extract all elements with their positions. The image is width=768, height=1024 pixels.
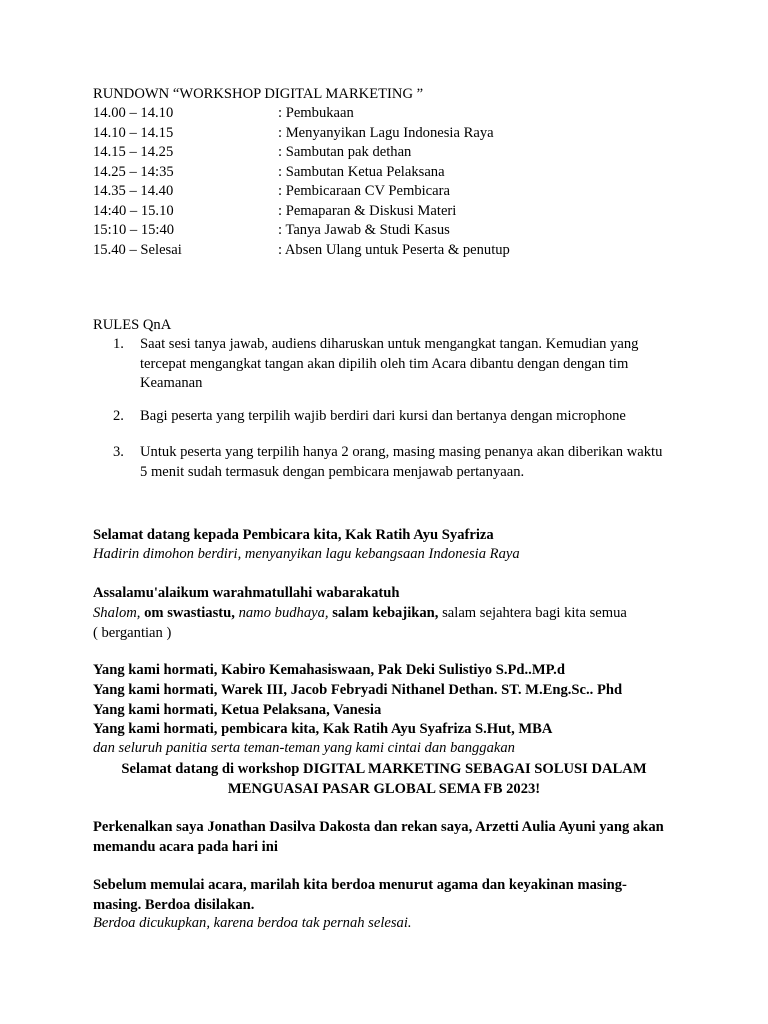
rule-number: 1. [113,336,124,352]
honorific-line: Yang kami hormati, Warek III, Jacob Febryadi Nithanel Dethan. ST. M.Eng.Sc.. Phd [93,682,623,698]
schedule-row [93,163,693,182]
schedule-time: 14.25 – 14:35 [93,163,174,180]
schedule-row [93,221,693,240]
salutation-kebajikan: salam kebajikan, [332,605,439,621]
schedule-time: 14.10 – 14.15 [93,124,174,141]
introduction: Perkenalkan saya Jonathan Dasilva Dakosta dan rekan saya, Arzetti Aulia Ayuni yang akan memandu acara pada hari ini [93,819,664,855]
rule-number: 2. [113,408,124,424]
bergantian-note: ( bergantian ) [93,625,172,641]
rule-text: Bagi peserta yang terpilih wajib berdiri dari kursi dan bertanya dengan microphone [140,408,626,424]
schedule-time: 14.15 – 14.25 [93,144,174,160]
salutation-shalom: Shalom, [93,605,141,621]
schedule-activity: : Sambutan Ketua Pelaksana [278,163,445,180]
schedule-row [93,182,693,201]
rule-number: 3. [113,444,124,460]
prayer-end: Berdoa dicukupkan, karena berdoa tak pernah selesai. [93,915,412,931]
schedule-time: 15:10 – 15:40 [93,222,175,238]
schedule-activity: : Sambutan pak dethan [278,144,412,160]
schedule-activity: : Menyanyikan Lagu Indonesia Raya [278,124,494,141]
schedule-row [93,241,693,260]
committee-line: dan seluruh panitia serta teman-teman yang kami cintai dan banggakan [93,740,515,756]
honorific-line: Yang kami hormati, pembicara kita, Kak Ratih Ayu Syafriza S.Hut, MBA [93,721,553,737]
schedule-activity: : Pembukaan [278,105,354,121]
greeting: Assalamu'alaikum warahmatullahi wabarakatuh [93,585,400,601]
schedule-row [93,202,693,221]
prayer-invitation: Sebelum memulai acara, marilah kita berdoa menurut agama dan keyakinan masing-masing. Berdoa disilakan. [93,877,627,913]
rule-text: Saat sesi tanya jawab, audiens diharuskan untuk mengangkat tangan. Kemudian yang tercepat mengangkat tangan akan dipilih oleh tim Acara dibantu dengan dengan tim Keamanan [140,336,639,391]
schedule-row [93,124,693,143]
schedule-activity: : Pembicaraan CV Pembicara [278,183,450,199]
schedule-time: 15.40 – Selesai [93,241,182,258]
workshop-title-line2: MENGUASAI PASAR GLOBAL SEMA FB 2023! [227,781,541,797]
rule-text: Untuk peserta yang terpilih hanya 2 orang, masing masing penanya akan diberikan waktu 5 menit sudah termasuk dengan pembicara menjawab pertanyaan. [140,444,663,480]
workshop-title-line1: Selamat datang di workshop DIGITAL MARKETING SEBAGAI SOLUSI DALAM [121,761,647,777]
schedule-time: 14.35 – 14.40 [93,183,174,199]
schedule-row [93,104,693,123]
salutation-swastiastu: om swastiastu, [144,605,235,621]
salutation-budhaya: namo budhaya, [238,605,329,621]
salutation-line [93,604,627,623]
schedule-time: 14.00 – 14.10 [93,105,174,121]
rundown-title: RUNDOWN “WORKSHOP DIGITAL MARKETING ” [93,86,424,102]
schedule-activity: : Absen Ulang untuk Peserta & penutup [278,241,510,258]
schedule-time: 14:40 – 15.10 [93,202,174,219]
welcome-speaker: Selamat datang kepada Pembicara kita, Kak Ratih Ayu Syafriza [93,527,494,543]
honorific-line: Yang kami hormati, Kabiro Kemahasiswaan, Pak Deki Sulistiyo S.Pd..MP.d [93,662,565,678]
honorific-line: Yang kami hormati, Ketua Pelaksana, Vanesia [93,702,382,718]
schedule-row [93,143,693,162]
salutation-sejahtera: salam sejahtera bagi kita semua [442,605,627,621]
stand-instruction: Hadirin dimohon berdiri, menyanyikan lagu kebangsaan Indonesia Raya [93,546,520,562]
schedule-activity: : Tanya Jawab & Studi Kasus [278,222,450,238]
schedule-activity: : Pemaparan & Diskusi Materi [278,202,457,219]
rules-title: RULES QnA [93,317,172,333]
